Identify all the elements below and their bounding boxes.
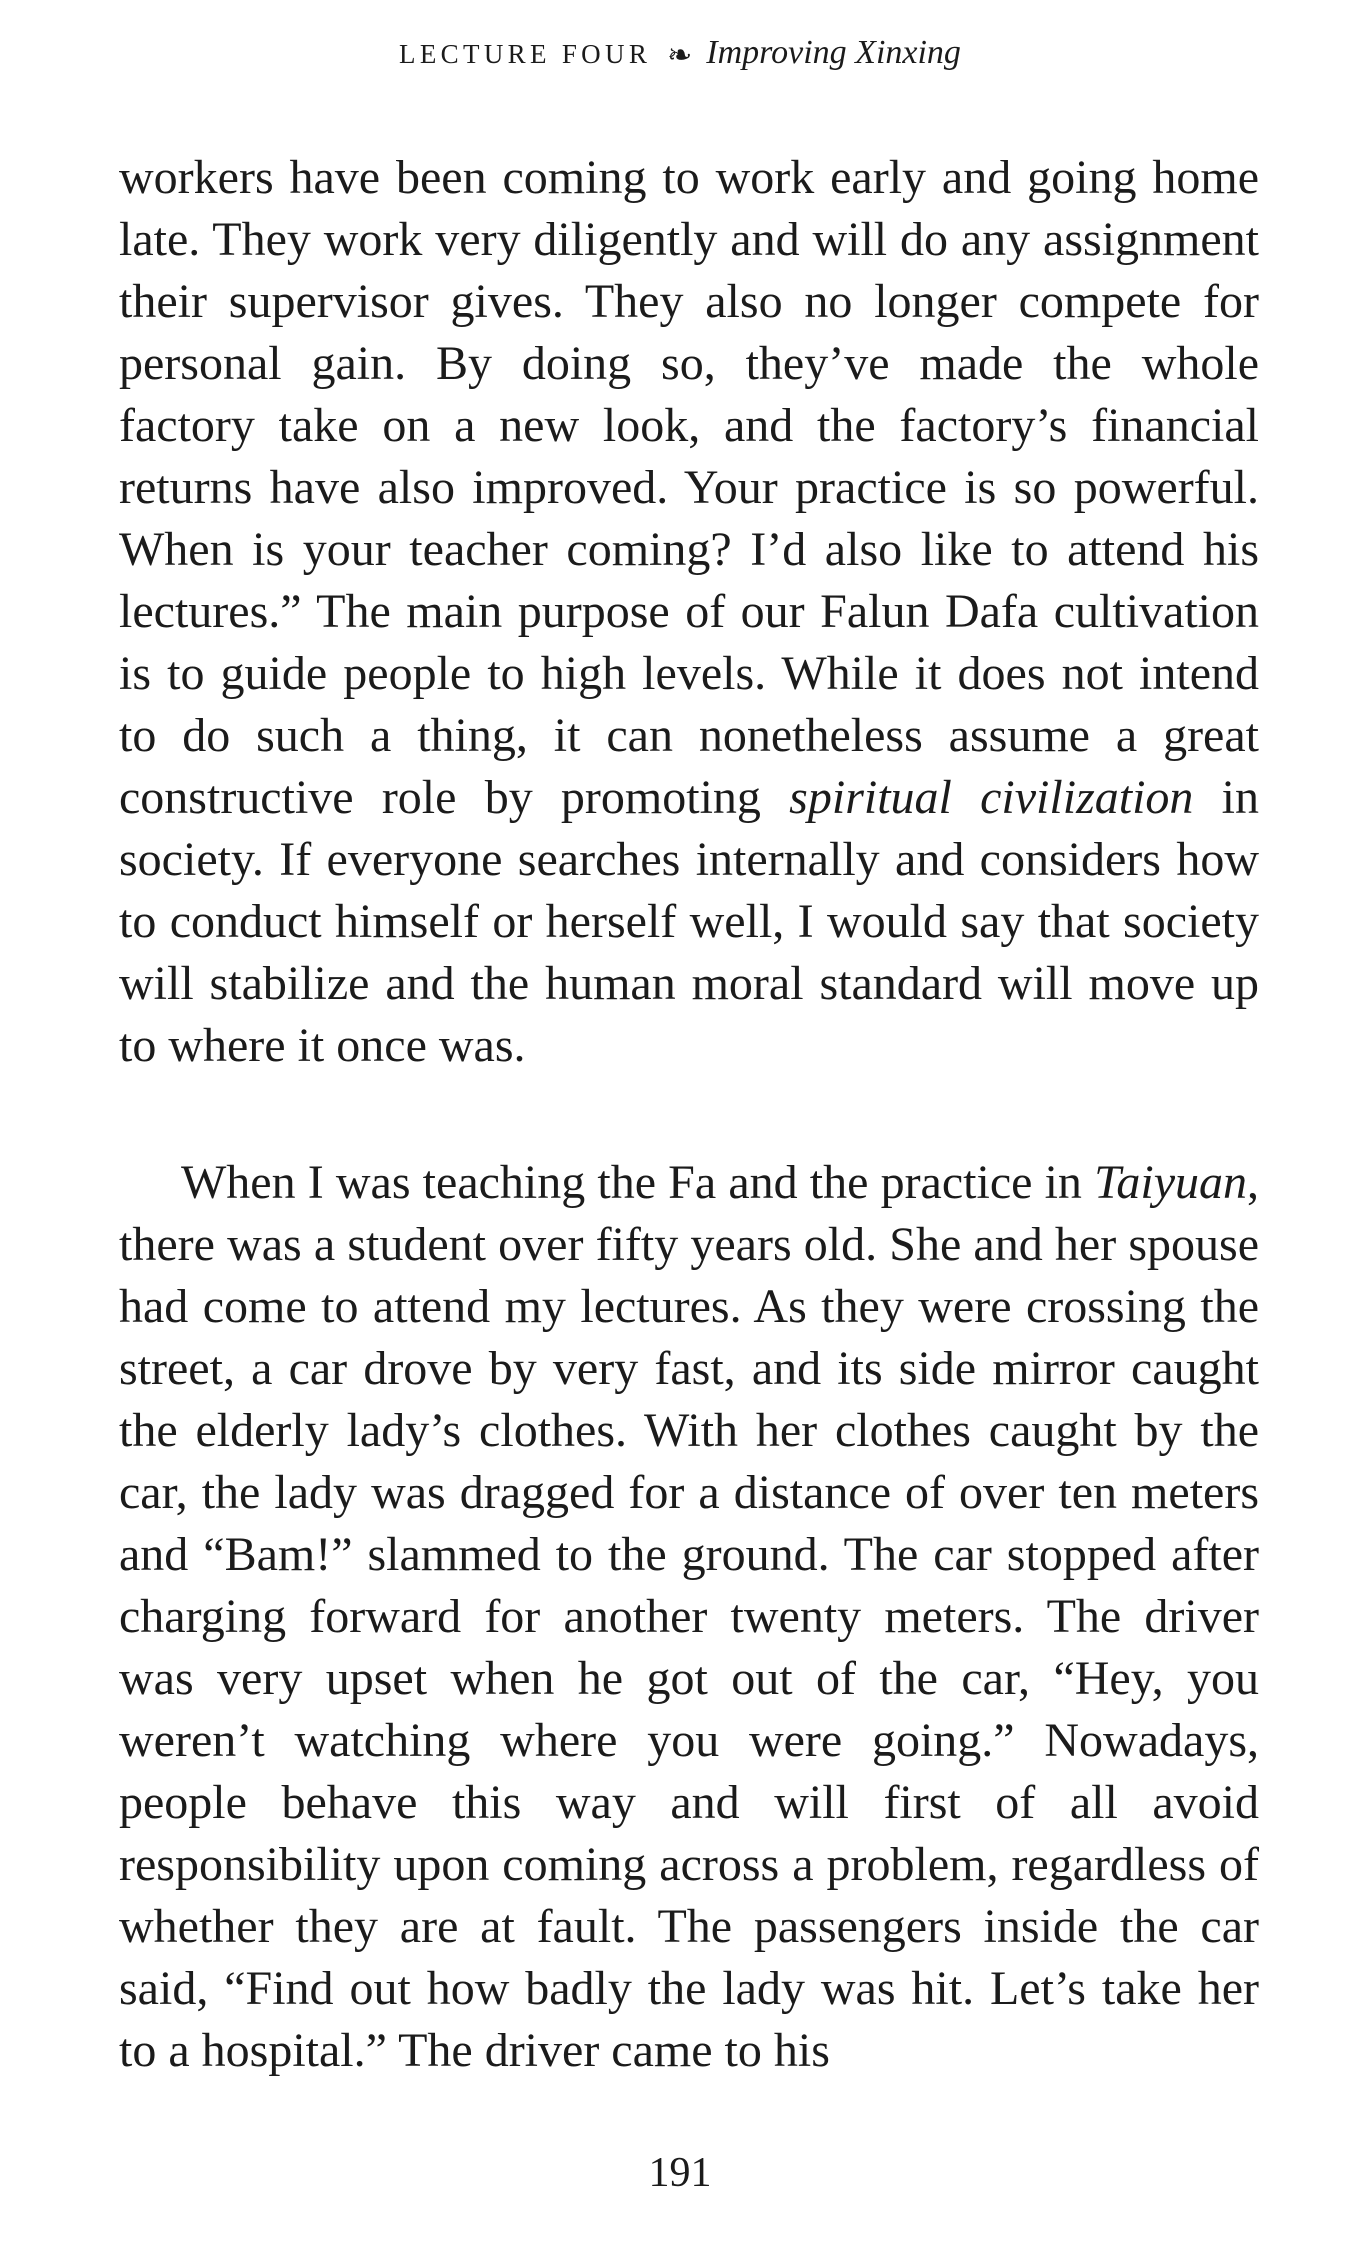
body-text [119, 147, 1259, 2082]
paragraph [119, 147, 1259, 1077]
italic-text-segment: Taiyuan [1094, 1156, 1247, 1209]
lecture-label: LECTURE FOUR [399, 39, 652, 69]
italic-text-segment: spiritual civilization [789, 771, 1194, 824]
body-text-segment: When I was teaching the Fa and the practice in [181, 1156, 1095, 1209]
paragraph [119, 1152, 1259, 2082]
page-number: 191 [648, 2150, 712, 2196]
running-header [0, 36, 1360, 70]
chapter-title: Improving Xinxing [706, 34, 961, 71]
fleuron-icon: ❧ [667, 39, 693, 72]
body-text-segment: workers have been coming to work early and going home late. They work very diligently and will do any assignment their supervisor gives. They also no longer compete for personal gain. By doing so, they’ve made the whole factory take on a new look, and the factory’s financial returns have also improved. Your practice is so powerful. When is your teacher coming? I’d also like to attend his lectures.” The main purpose of our Falun Dafa cultivation is to guide people to high levels. While it does not intend to do such a thing, it can nonetheless assume a great constructive role by promoting [119, 151, 1259, 824]
body-text-segment: in society. If everyone searches internally and considers how to conduct himself or herself well, I would say that society will stabilize and the human moral standard will move up to where it once was. [119, 771, 1259, 1072]
body-text-segment: , there was a student over fifty years old. She and her spouse had come to attend my lectures. As they were crossing the street, a car drove by very fast, and its side mirror caught the elderly lady’s clothes. With her clothes caught by the car, the lady was dragged for a distance of over ten meters and “Bam!” slammed to the ground. The car stopped after charging forward for another twenty meters. The driver was very upset when he got out of the car, “Hey, you weren’t watching where you were going.” Nowadays, people behave this way and will first of all avoid responsibility upon coming across a problem, regardless of whether they are at fault. The passengers inside the car said, “Find out how badly the lady was hit. Let’s take her to a hospital.” The driver came to his [119, 1156, 1259, 2077]
